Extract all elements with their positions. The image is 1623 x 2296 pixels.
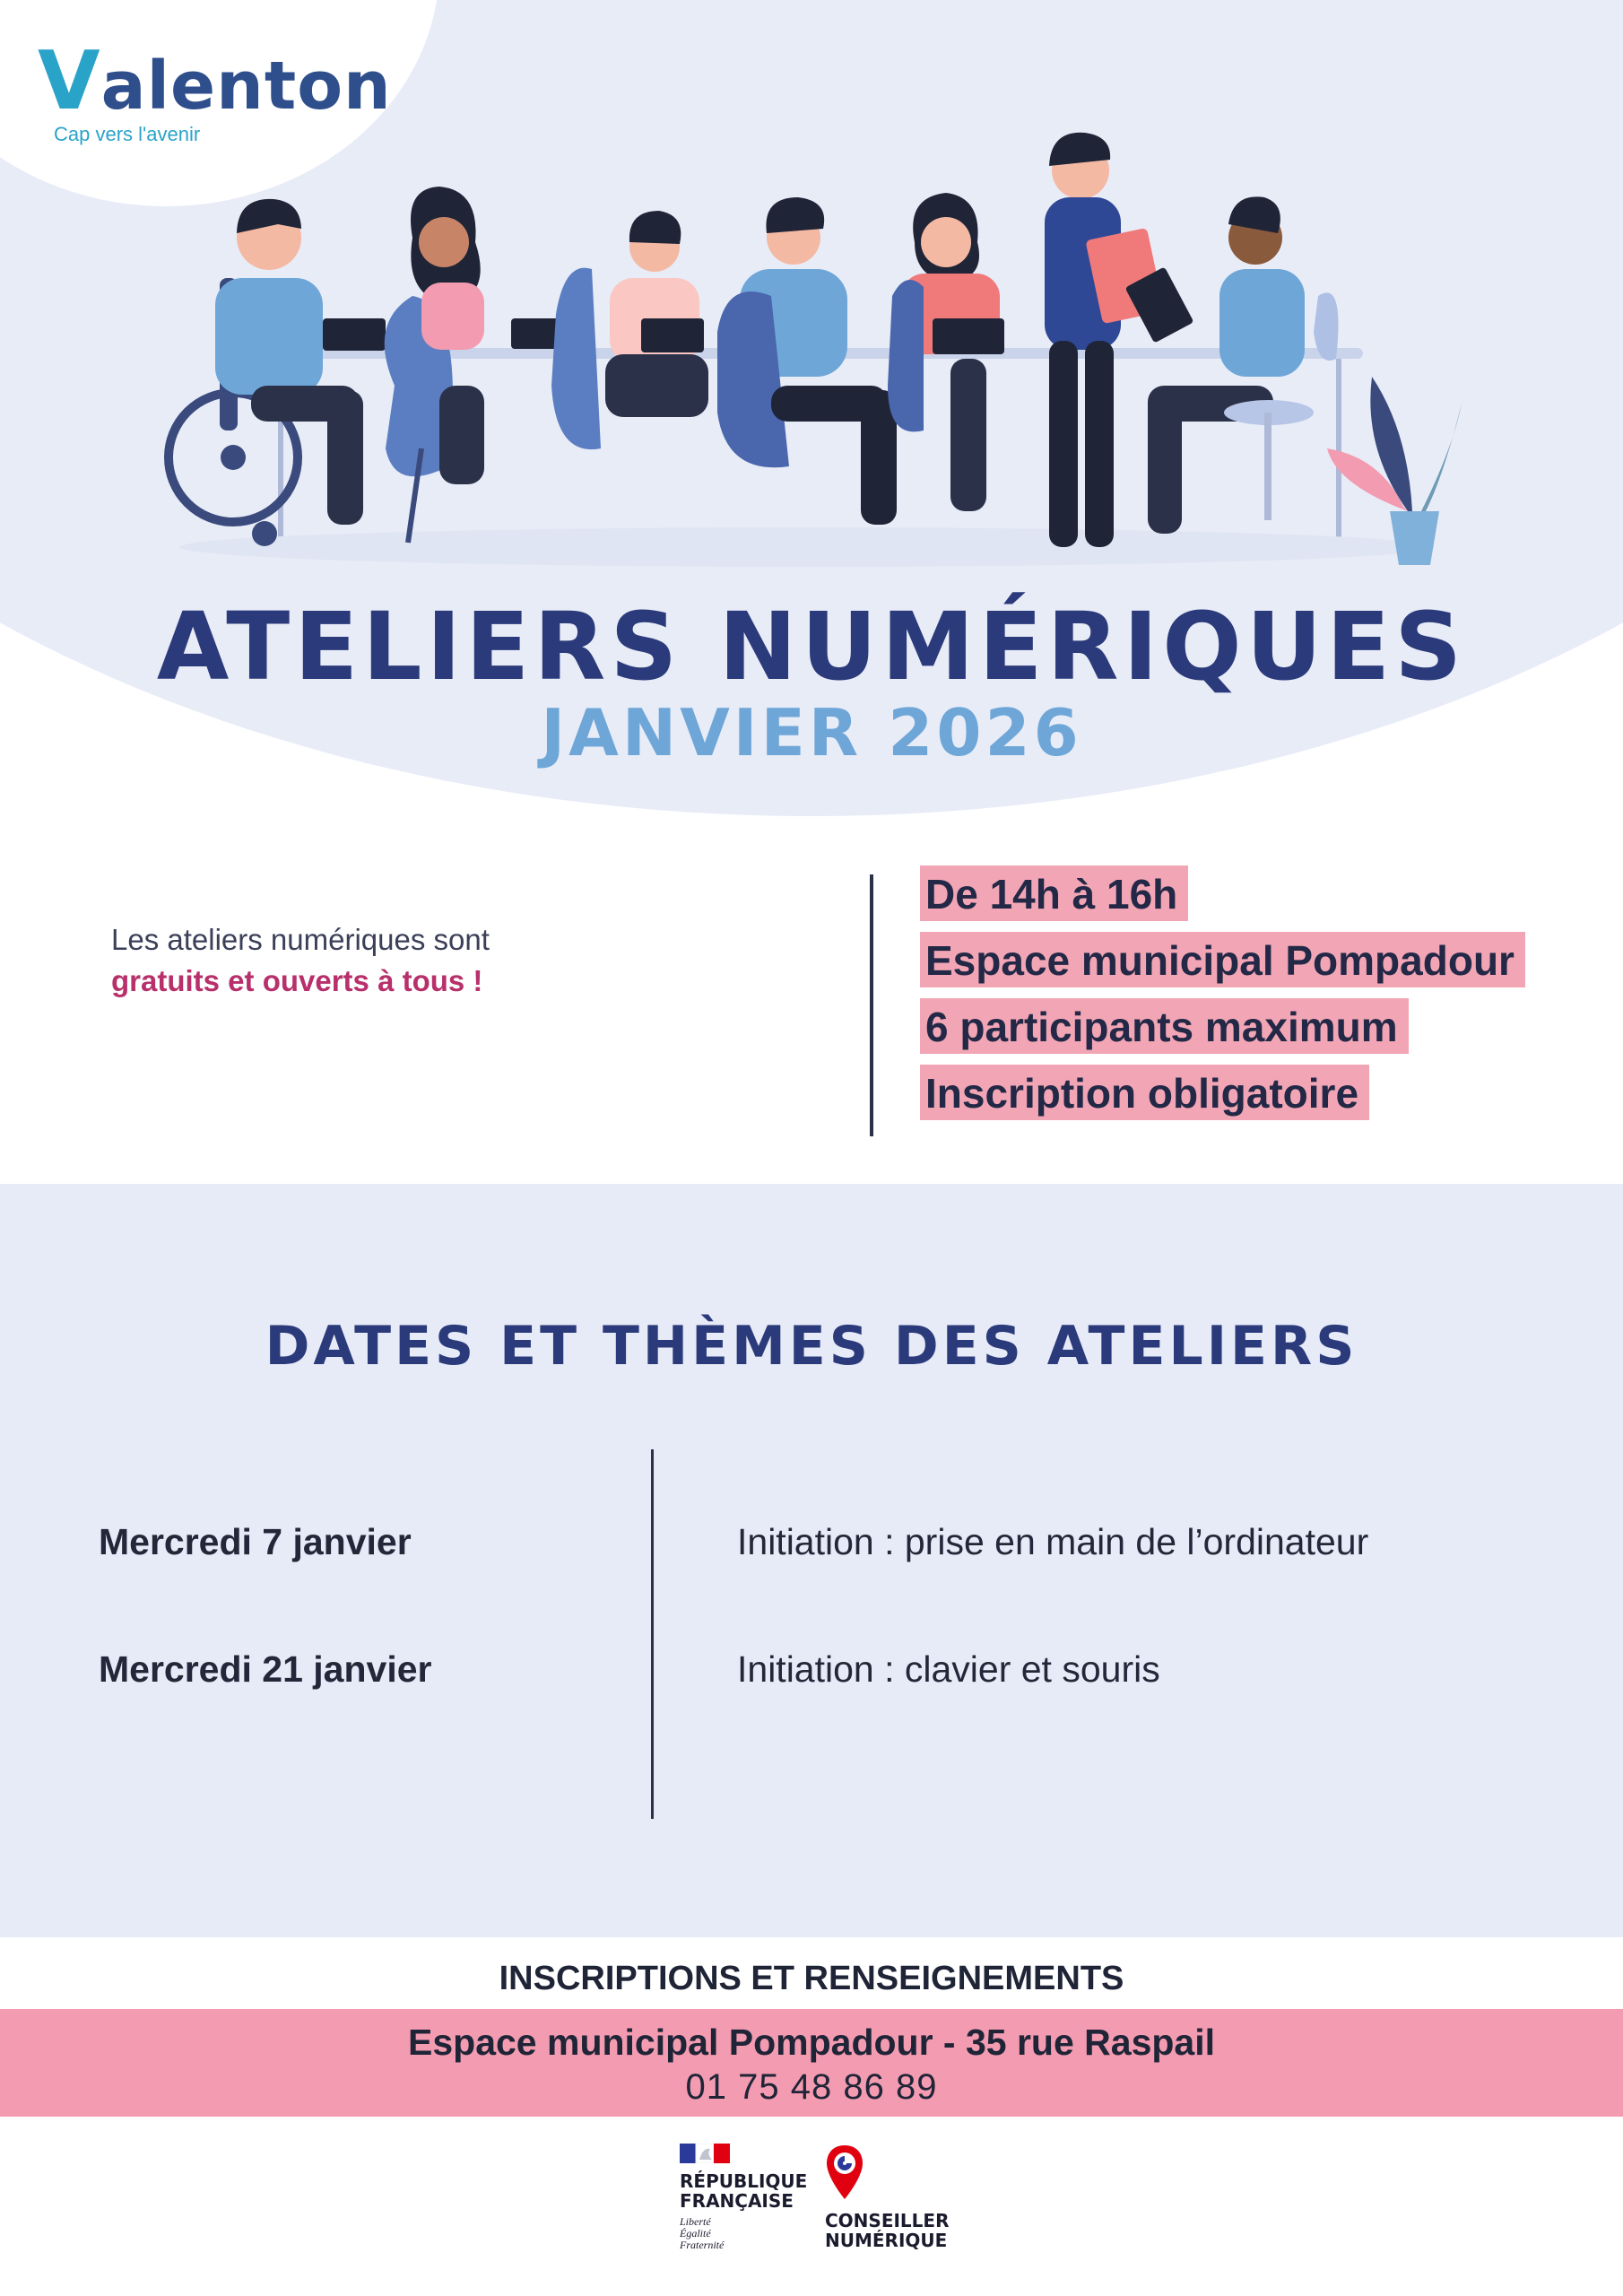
- person-seated-right: [1124, 196, 1338, 534]
- dates-title: DATES ET THÈMES DES ATELIERS: [265, 1315, 1358, 1378]
- inscriptions-title: INSCRIPTIONS ET RENSEIGNEMENTS: [499, 1960, 1124, 1997]
- motto-egalite: Égalité: [680, 2227, 711, 2239]
- date-row-2-date: Mercredi 21 janvier: [99, 1648, 432, 1690]
- plant: [1327, 377, 1462, 565]
- logo-word: alenton: [100, 48, 392, 125]
- logo-initial: V: [38, 34, 101, 128]
- info-divider: [870, 874, 873, 1136]
- person-seated-2: [385, 187, 565, 543]
- date-row-1-theme: Initiation : prise en main de l’ordinateur: [737, 1521, 1369, 1562]
- person-seated-4: [717, 197, 897, 525]
- intro-line-1: Les ateliers numériques sont: [111, 923, 490, 956]
- map-pin-icon: [825, 2144, 864, 2203]
- dates-section: [0, 1184, 1623, 1937]
- inscriptions-band: [0, 2009, 1623, 2117]
- info-location: Espace municipal Pompadour: [920, 932, 1525, 987]
- inscriptions-address: Espace municipal Pompadour - 35 rue Raspail: [408, 2022, 1215, 2063]
- logo-tagline: Cap vers l'avenir: [54, 123, 201, 145]
- team-meeting-illustration: [143, 90, 1488, 574]
- info-list: [920, 865, 1525, 1131]
- republique-francaise-logo: [680, 2144, 807, 2251]
- conseiller-line-2: NUMÉRIQUE: [825, 2230, 948, 2251]
- republique-line-1: RÉPUBLIQUE: [680, 2170, 808, 2192]
- conseiller-numerique-logo: [825, 2144, 949, 2250]
- motto-liberte: Liberté: [680, 2215, 711, 2228]
- person-wheelchair: [169, 199, 386, 546]
- marianne-flag-icon: [680, 2144, 730, 2163]
- inscriptions-phone: 01 75 48 86 89: [685, 2067, 938, 2107]
- intro-text: [111, 919, 490, 1002]
- date-row-1-date: Mercredi 7 janvier: [99, 1521, 412, 1562]
- dates-divider: [651, 1449, 654, 1819]
- republique-line-2: FRANÇAISE: [680, 2190, 794, 2212]
- date-row-2-theme: Initiation : clavier et souris: [737, 1648, 1160, 1690]
- info-registration: Inscription obligatoire: [920, 1065, 1369, 1120]
- page-subtitle: JANVIER 2026: [541, 695, 1082, 770]
- person-seated-5: [888, 193, 1004, 511]
- intro-line-2: gratuits et ouverts à tous !: [111, 964, 483, 997]
- info-schedule: De 14h à 16h: [920, 865, 1188, 921]
- page-title: ATELIERS NUMÉRIQUES: [156, 592, 1467, 701]
- conseiller-line-1: CONSEILLER: [825, 2210, 950, 2231]
- motto-fraternite: Fraternité: [680, 2239, 725, 2251]
- person-standing: [1045, 133, 1165, 547]
- info-capacity: 6 participants maximum: [920, 998, 1409, 1054]
- person-seated-3: [551, 211, 708, 449]
